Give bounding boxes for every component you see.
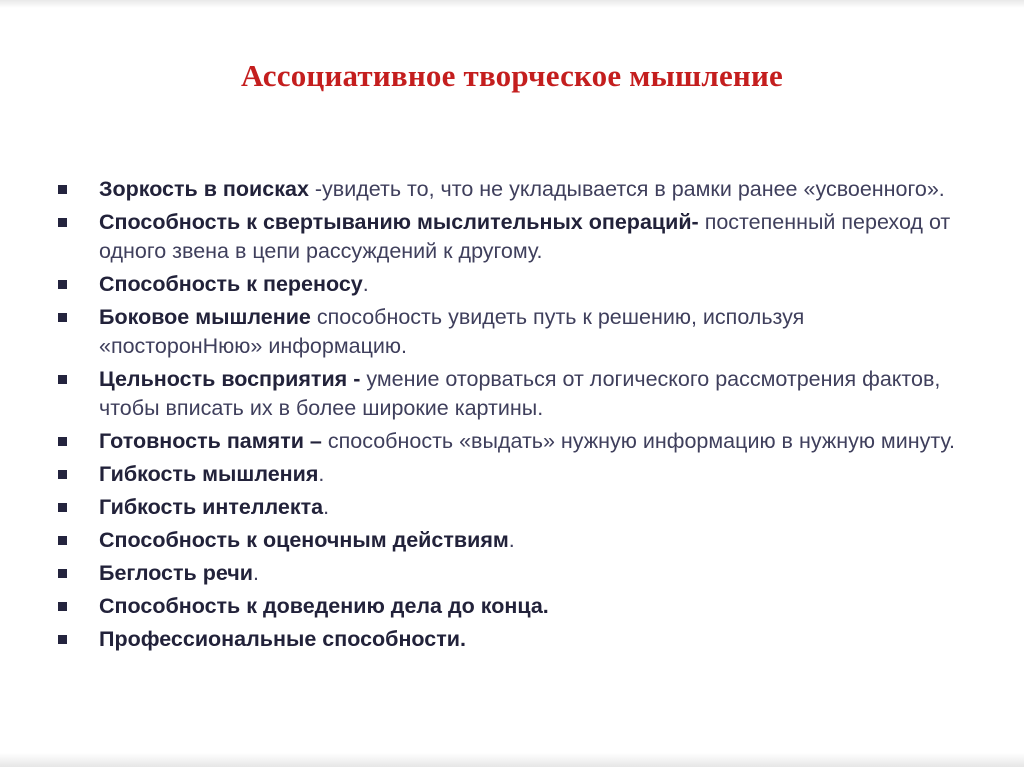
square-bullet-icon <box>58 218 67 227</box>
item-term: Способность к свертыванию мыслительных операций- <box>99 210 699 234</box>
list-item <box>52 365 962 423</box>
square-bullet-icon <box>58 602 67 611</box>
square-bullet-icon <box>58 437 67 446</box>
item-term: Способность к переносу <box>99 272 363 296</box>
square-bullet-icon <box>58 280 67 289</box>
item-term: Способность к доведению дела до конца. <box>99 594 549 618</box>
item-term: Цельность восприятия - <box>99 367 361 391</box>
item-description: . <box>253 561 259 585</box>
slide-title: Ассоциативное творческое мышление <box>240 58 784 93</box>
list-item <box>52 175 962 204</box>
item-description: способность увидеть путь к решению, используя «посторонНюю» информацию. <box>99 305 805 358</box>
item-term: Боковое мышление <box>99 305 311 329</box>
list-item <box>52 559 962 588</box>
square-bullet-icon <box>58 635 67 644</box>
list-item <box>52 270 962 299</box>
square-bullet-icon <box>58 470 67 479</box>
square-bullet-icon <box>58 536 67 545</box>
square-bullet-icon <box>58 375 67 384</box>
item-term: Гибкость мышления <box>99 462 319 486</box>
slide-bottom-shadow <box>0 753 1024 767</box>
square-bullet-icon <box>58 313 67 322</box>
list-item <box>52 460 962 489</box>
item-term: Способность к оценочным действиям <box>99 528 509 552</box>
bullet-list <box>52 175 962 658</box>
item-description: -увидеть то, что не укладывается в рамки ранее «усвоенного». <box>308 177 945 201</box>
list-item <box>52 493 962 522</box>
item-description: . <box>508 528 515 552</box>
item-description: постепенный переход от одного звена в цепи рассуждений к другому. <box>99 210 951 263</box>
square-bullet-icon <box>58 503 67 512</box>
list-item <box>52 303 962 361</box>
item-term: Готовность памяти – <box>99 429 322 453</box>
item-description: способность «выдать» нужную информацию в нужную минуту. <box>321 429 955 453</box>
item-description: . <box>323 495 330 519</box>
item-term: Беглость речи <box>99 561 253 585</box>
square-bullet-icon <box>58 569 67 578</box>
slide-top-shadow <box>0 0 1024 8</box>
list-item <box>52 592 962 621</box>
list-item <box>52 526 962 555</box>
item-description: умение оторваться от логического рассмотрения фактов, чтобы вписать их в более широкие картины. <box>99 367 941 420</box>
item-term: Профессиональные способности. <box>99 627 466 651</box>
item-description: . <box>318 462 325 486</box>
square-bullet-icon <box>58 185 67 194</box>
item-term: Зоркость в поисках <box>99 177 309 201</box>
list-item <box>52 625 962 654</box>
list-item <box>52 427 962 456</box>
item-term: Гибкость интеллекта <box>99 495 324 519</box>
item-description: . <box>362 272 369 296</box>
list-item <box>52 208 962 266</box>
